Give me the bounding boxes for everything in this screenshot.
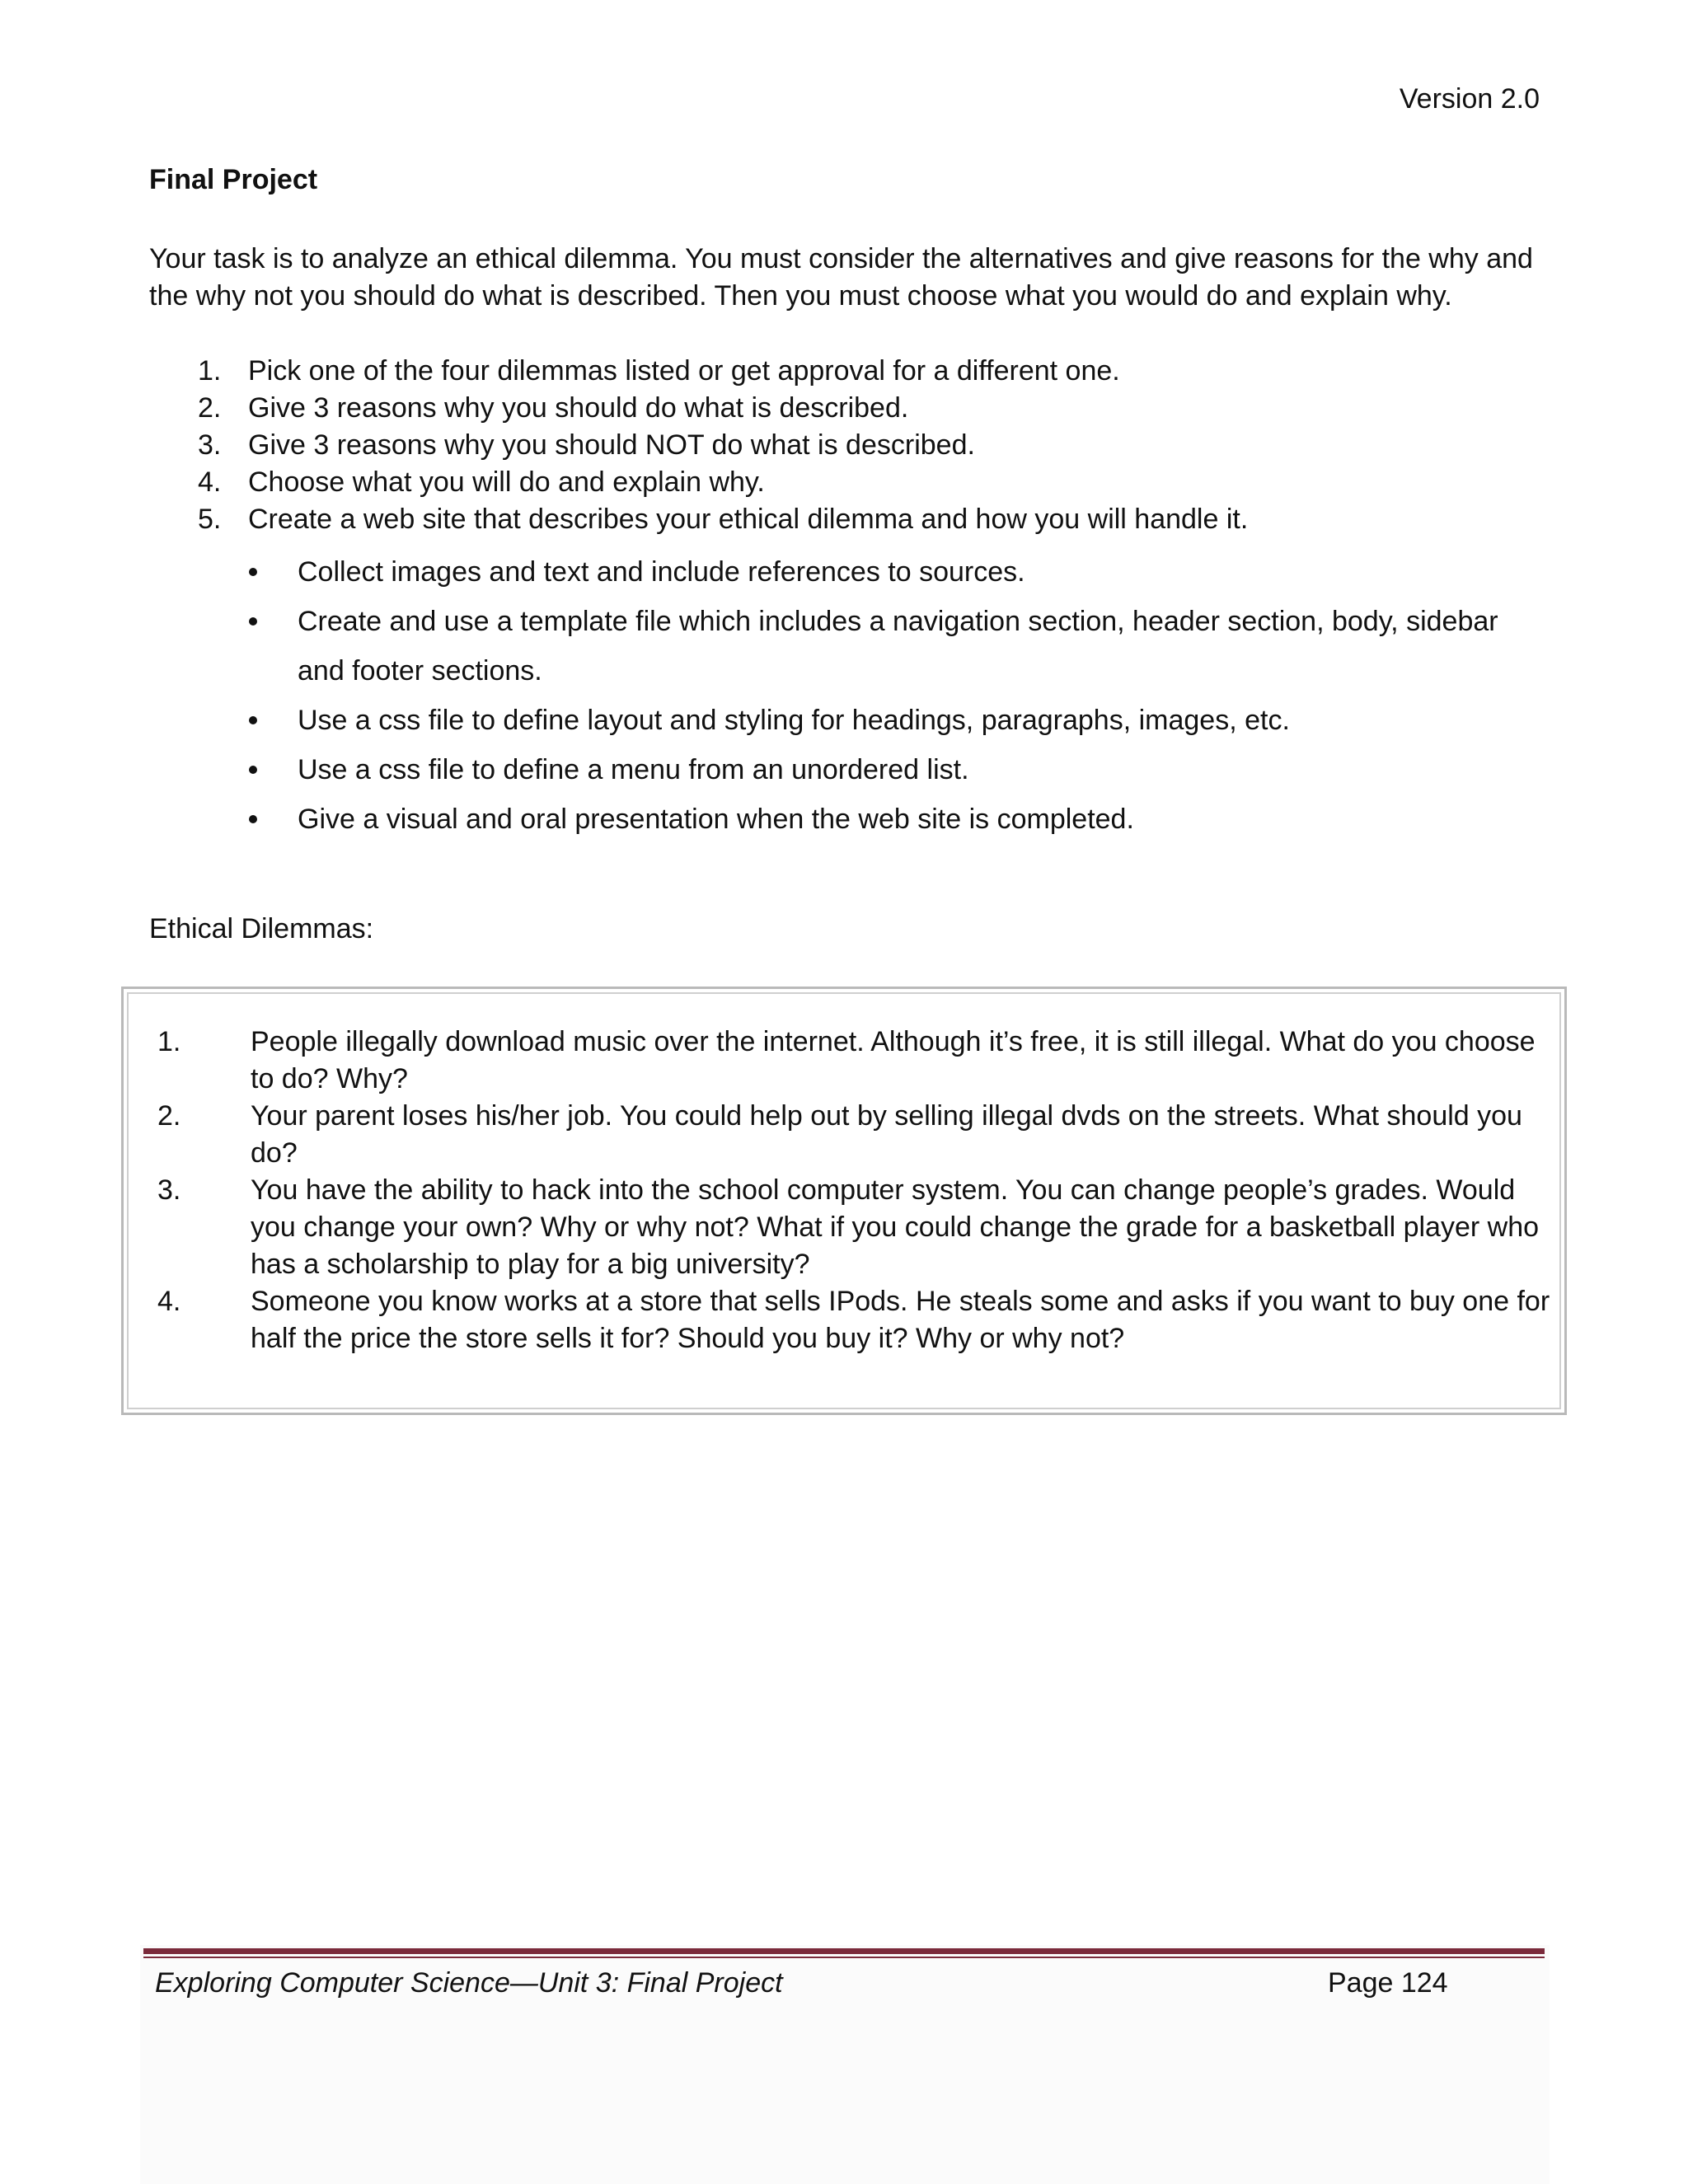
- bullet-icon: [249, 815, 257, 823]
- list-item-text: Create and use a template file which includes a navigation section, header section, body, sidebar and footer sections.: [298, 606, 1498, 687]
- list-number: 2.: [198, 392, 222, 424]
- list-item: [149, 464, 1550, 501]
- list-item: [149, 745, 1550, 794]
- list-number: 1.: [157, 1026, 181, 1057]
- list-item-text: Give 3 reasons why you should NOT do what is described.: [248, 429, 975, 461]
- list-item: [149, 597, 1550, 696]
- footer-course-title: Exploring Computer Science—Unit 3: Final Project: [155, 1967, 783, 1999]
- list-item: [149, 390, 1550, 427]
- dilemmas-heading: Ethical Dilemmas:: [149, 913, 374, 944]
- list-number: 3.: [157, 1174, 181, 1206]
- list-number: 1.: [198, 355, 222, 387]
- bullet-icon: [249, 617, 257, 626]
- list-item: [149, 547, 1550, 597]
- list-item: [149, 353, 1550, 390]
- list-number: 3.: [198, 429, 222, 461]
- list-item-text: Collect images and text and include references to sources.: [298, 556, 1025, 588]
- list-item: [152, 1172, 1553, 1283]
- list-number: 2.: [157, 1100, 181, 1132]
- requirements-list: [149, 547, 1550, 844]
- list-item: [149, 794, 1550, 844]
- steps-list: [149, 353, 1550, 538]
- dilemmas-box: [121, 987, 1567, 1415]
- list-item-text: Create a web site that describes your ethical dilemma and how you will handle it.: [248, 504, 1249, 535]
- footer-rule: [143, 1948, 1545, 1954]
- list-item: [149, 427, 1550, 464]
- list-item: [152, 1024, 1553, 1098]
- list-item-text: Someone you know works at a store that sells IPods. He steals some and asks if you want to buy one for half the price the store sells it for? Should you buy it? Why or why not?: [251, 1286, 1550, 1354]
- list-item-text: People illegally download music over the internet. Although it’s free, it is still illegal. What do you choose to do? Why?: [251, 1026, 1536, 1094]
- list-number: 4.: [157, 1286, 181, 1317]
- list-item: [149, 501, 1550, 538]
- intro-paragraph: Your task is to analyze an ethical dilemma. You must consider the alternatives and give reasons for the why and the why not you should do what is described. Then you must choose what you would do and explain why.: [149, 243, 1533, 312]
- list-item-text: You have the ability to hack into the school computer system. You can change people’s grades. Would you change your own? Why or why not? What if you could change the grade for a basketball player who has a scholarship to play for a big university?: [251, 1174, 1540, 1280]
- list-item-text: Use a css file to define layout and styling for headings, paragraphs, images, etc.: [298, 705, 1290, 736]
- list-item-text: Use a css file to define a menu from an unordered list.: [298, 754, 969, 785]
- bullet-icon: [249, 568, 257, 576]
- list-item-text: Choose what you will do and explain why.: [248, 466, 765, 498]
- page-title: Final Project: [149, 164, 318, 195]
- version-label: Version 2.0: [1399, 83, 1540, 115]
- footer-page-number: Page 124: [1328, 1967, 1448, 1999]
- list-item-text: Give a visual and oral presentation when the web site is completed.: [298, 804, 1134, 835]
- list-item: [149, 696, 1550, 745]
- list-item: [152, 1098, 1553, 1172]
- list-item-text: Pick one of the four dilemmas listed or get approval for a different one.: [248, 355, 1120, 387]
- list-item: [152, 1283, 1553, 1357]
- list-number: 4.: [198, 466, 222, 498]
- list-number: 5.: [198, 504, 222, 535]
- dilemmas-list: [152, 1024, 1553, 1357]
- bullet-icon: [249, 716, 257, 724]
- list-item-text: Give 3 reasons why you should do what is described.: [248, 392, 909, 424]
- dilemmas-box-inner: [127, 992, 1561, 1409]
- bullet-icon: [249, 766, 257, 774]
- footer-rule-thin: [143, 1957, 1545, 1958]
- list-item-text: Your parent loses his/her job. You could help out by selling illegal dvds on the streets. What should you do?: [251, 1100, 1522, 1169]
